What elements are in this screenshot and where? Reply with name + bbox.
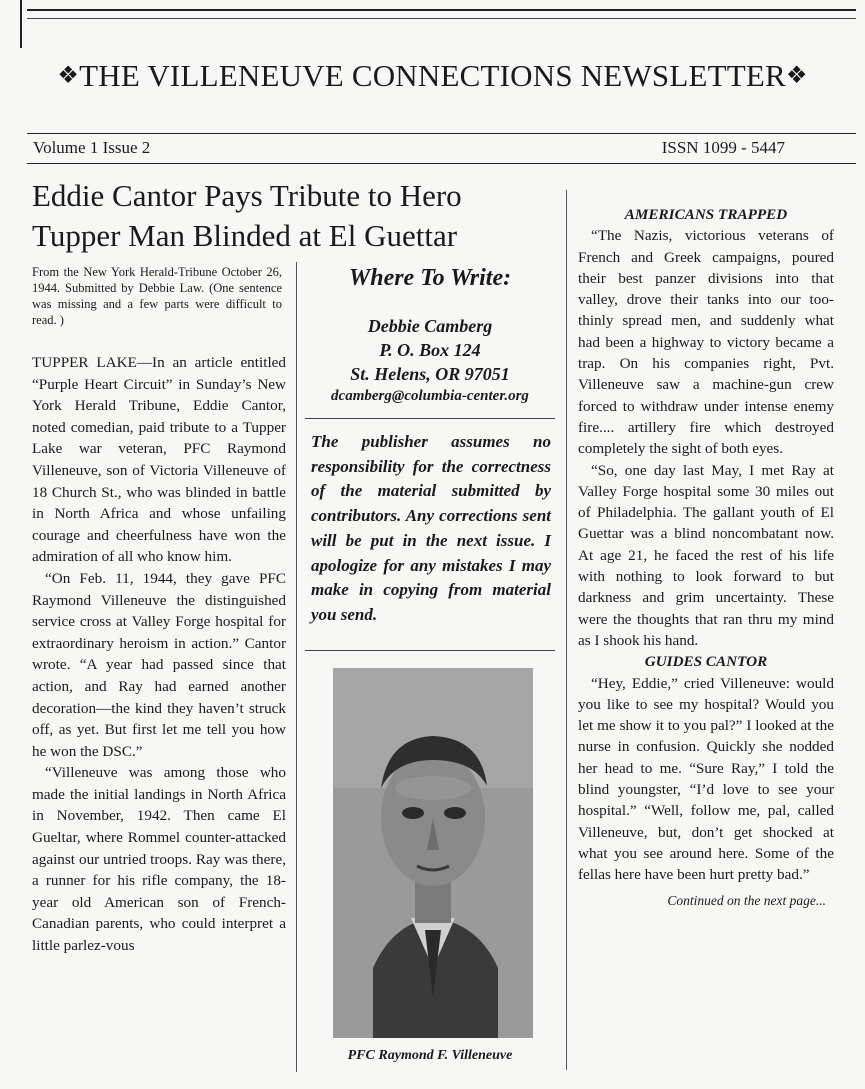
contact-email: dcamberg@columbia-center.org: [331, 388, 529, 404]
article-paragraph: “The Nazis, victorious veterans of French and Greek campaigns, poured their best panzer divisions into that valley, drove their tanks into our too-thinly spread men, and suddenly what had been a highway to victory became a trap. On his companies right, Pvt. Villeneuve saw a machine-gun crew forced to withdraw under intense enemy fire.... artillery fire which destroyed completely the sight of both eyes.: [578, 227, 834, 458]
masthead: [0, 58, 865, 94]
where-to-write-title: Where To Write:: [348, 265, 512, 291]
article-column-3: [578, 204, 834, 911]
section-rule: [305, 418, 555, 419]
issn: ISSN 1099 - 5447: [661, 138, 785, 157]
masthead-title: THE VILLENEUVE CONNECTIONS NEWSLETTER: [79, 58, 786, 93]
portrait-photo: [333, 668, 533, 1038]
portrait-illustration: [333, 668, 533, 1038]
article-paragraph: “Villeneuve was among those who made the initial landings in North Africa in November, 1942. Then came El Gueltar, where Rommel counter-attacked against our untried troops. Ray was there, a runner for his rifle company, the 18-year old American son of French-Canadian parents, who could interpret a little parlez-vous: [32, 764, 286, 955]
top-rule: [27, 9, 856, 11]
where-to-write-box: [305, 265, 555, 405]
subheading-guides-cantor: GUIDES CANTOR: [644, 653, 768, 671]
article-headline: [32, 176, 592, 256]
contact-address-2: St. Helens, OR 97051: [350, 364, 510, 384]
article-paragraph: “Hey, Eddie,” cried Villeneuve: would you like to see my hospital? Would you let me show it to you pal?” I looked at the nurse in confusion. Quickly she nodded her head to me. “Sure Ray,” I told the blind youngster, “I’d love to see your hospital.” “Well, follow me, pal, called Villeneuve, but, don’t get shocked at what you see around here. Some of the fellas here have been hurt pretty bad.”: [578, 674, 834, 884]
article-paragraph: “So, one day last May, I met Ray at Valley Forge hospital some 30 miles out of Philadelphia. The gallant youth of El Guettar was a blind noncombatant now. At age 21, he faced the rest of his life with nothing to look forward to but darkness and grim uncertainty. These were the thoughts that ran thru my mind as I shook his hand.: [578, 461, 834, 649]
continued-note: Continued on the next page...: [667, 892, 826, 908]
contact-address-1: P. O. Box 124: [379, 340, 481, 360]
article-paragraph: TUPPER LAKE—In an article entitled “Purple Heart Circuit” in Sunday’s New York Herald Tribune, Eddie Cantor, noted comedian, paid tribute to a Tupper Lake war veteran, PFC Raymond Villeneuve, son of Victoria Villeneuve of 18 Church St., who was blinded in battle in North Africa and whose unfailing courage and cheerfulness have won the admiration of all who know him.: [32, 354, 286, 566]
top-rule-thin: [27, 18, 856, 19]
issue-rule: [27, 163, 856, 164]
column-divider: [566, 190, 567, 1070]
subheading-americans-trapped: AMERICANS TRAPPED: [624, 206, 788, 223]
margin-bar: [20, 0, 22, 48]
headline-line-1: Eddie Cantor Pays Tribute to Hero: [32, 178, 462, 213]
issue-rule: [27, 133, 856, 134]
source-note: From the New York Herald-Tribune October 26, 1944. Submitted by Debbie Law. (One sentence was missing and a few parts were difficult to read. ): [32, 265, 282, 327]
column-divider: [296, 262, 297, 1072]
diamond-ornament-icon: ❖: [785, 63, 808, 89]
headline-line-2: Tupper Man Blinded at El Guettar: [32, 218, 458, 253]
diamond-ornament-icon: ❖: [57, 63, 80, 89]
publisher-disclaimer: The publisher assumes no responsibility for the correctness of the material submitted by contributors. Any corrections sent will be put in the next issue. I apologize for any mistakes I may make in copying from material you send.: [311, 432, 551, 624]
photo-caption: PFC Raymond F. Villeneuve: [347, 1048, 513, 1063]
volume-issue: Volume 1 Issue 2: [33, 138, 151, 157]
article-column-1: [32, 352, 286, 957]
section-rule: [305, 650, 555, 651]
contact-name: Debbie Camberg: [367, 316, 493, 336]
article-paragraph: “On Feb. 11, 1944, they gave PFC Raymond Villeneuve the distinguished service cross at Valley Forge hospital for extraordinary heroism in action.” Cantor wrote. “A year had passed since that action, and Ray had earned another decoration—the kind they haven’t struck off, as yet. But first let me tell you how he won the DSC.”: [32, 569, 286, 760]
